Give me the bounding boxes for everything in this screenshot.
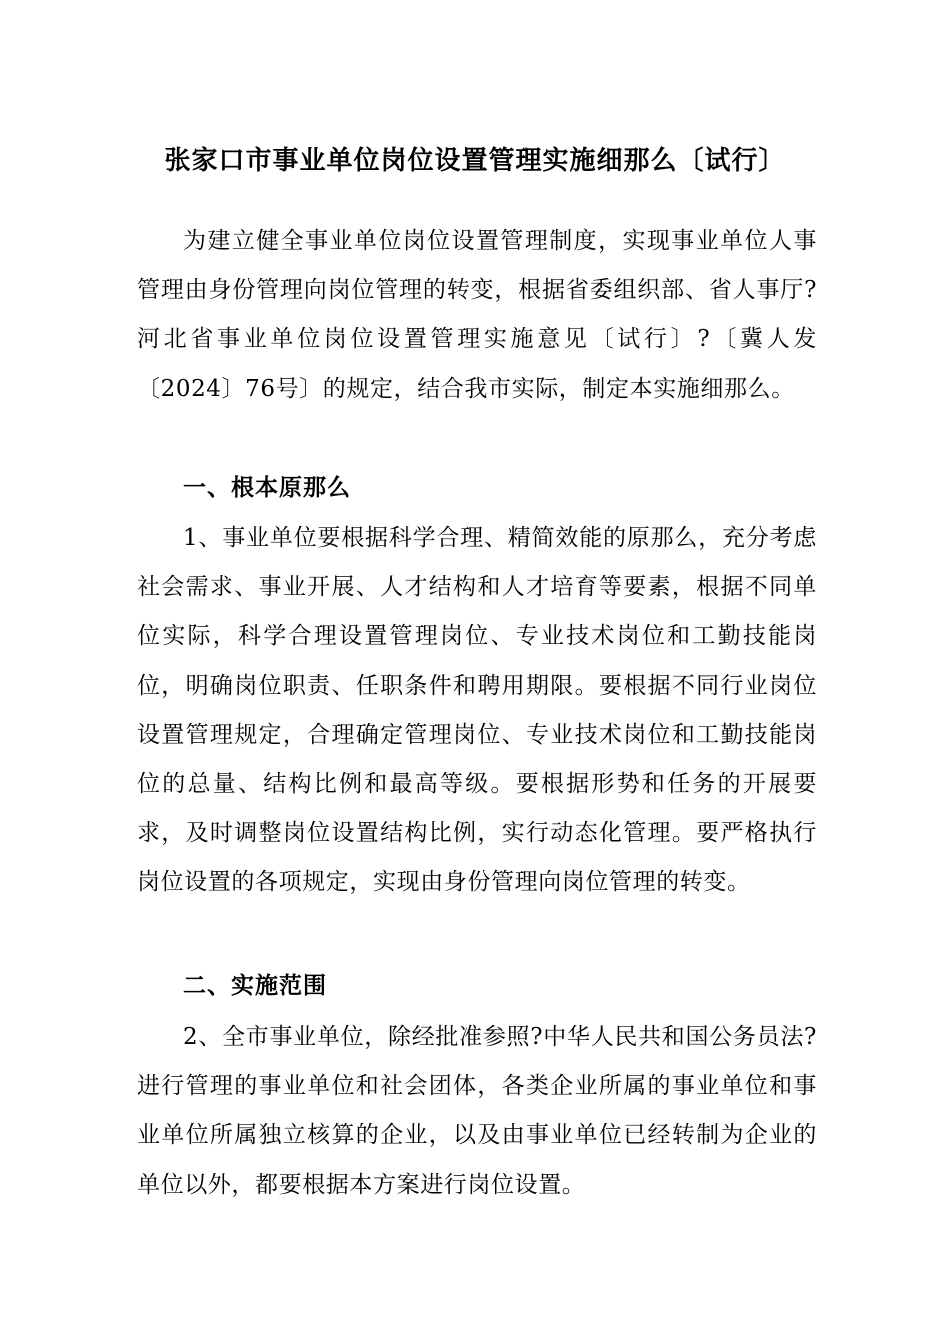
document-title: 张家口市事业单位岗位设置管理实施细那么〔试行〕 bbox=[164, 146, 786, 176]
section-paragraph-scope: 2、全市事业单位，除经批准参照?中华人民共和国公务员法?进行管理的事业单位和社会团体，各类企业所属的事业单位和事业单位所属独立核算的企业，以及由事业单位已经转制为企业的单位以外，都要根据本方案进行岗位设置。 bbox=[137, 1024, 817, 1198]
section-paragraph-basic-principles: 1、事业单位要根据科学合理、精简效能的原那么，充分考虑社会需求、事业开展、人才结构和人才培育等要素，根据不同单位实际，科学合理设置管理岗位、专业技术岗位和工勤技能岗位，明确岗位职责、任职条件和聘用期限。要根据不同行业岗位设置管理规定，合理确定管理岗位、专业技术岗位和工勤技能岗位的总量、结构比例和最高等级。要根据形势和任务的开展要求，及时调整岗位设置结构比例，实行动态化管理。要严格执行岗位设置的各项规定，实现由身份管理向岗位管理的转变。 bbox=[137, 525, 817, 896]
section-heading-basic-principles: 一、根本原那么 bbox=[183, 475, 351, 501]
intro-paragraph: 为建立健全事业单位岗位设置管理制度，实现事业单位人事管理由身份管理向岗位管理的转变，根据省委组织部、省人事厅?河北省事业单位岗位设置管理实施意见〔试行〕?〔冀人发〔2024〕76号〕的规定，结合我市实际，制定本实施细那么。 bbox=[137, 228, 817, 402]
section-heading-scope: 二、实施范围 bbox=[183, 973, 327, 999]
